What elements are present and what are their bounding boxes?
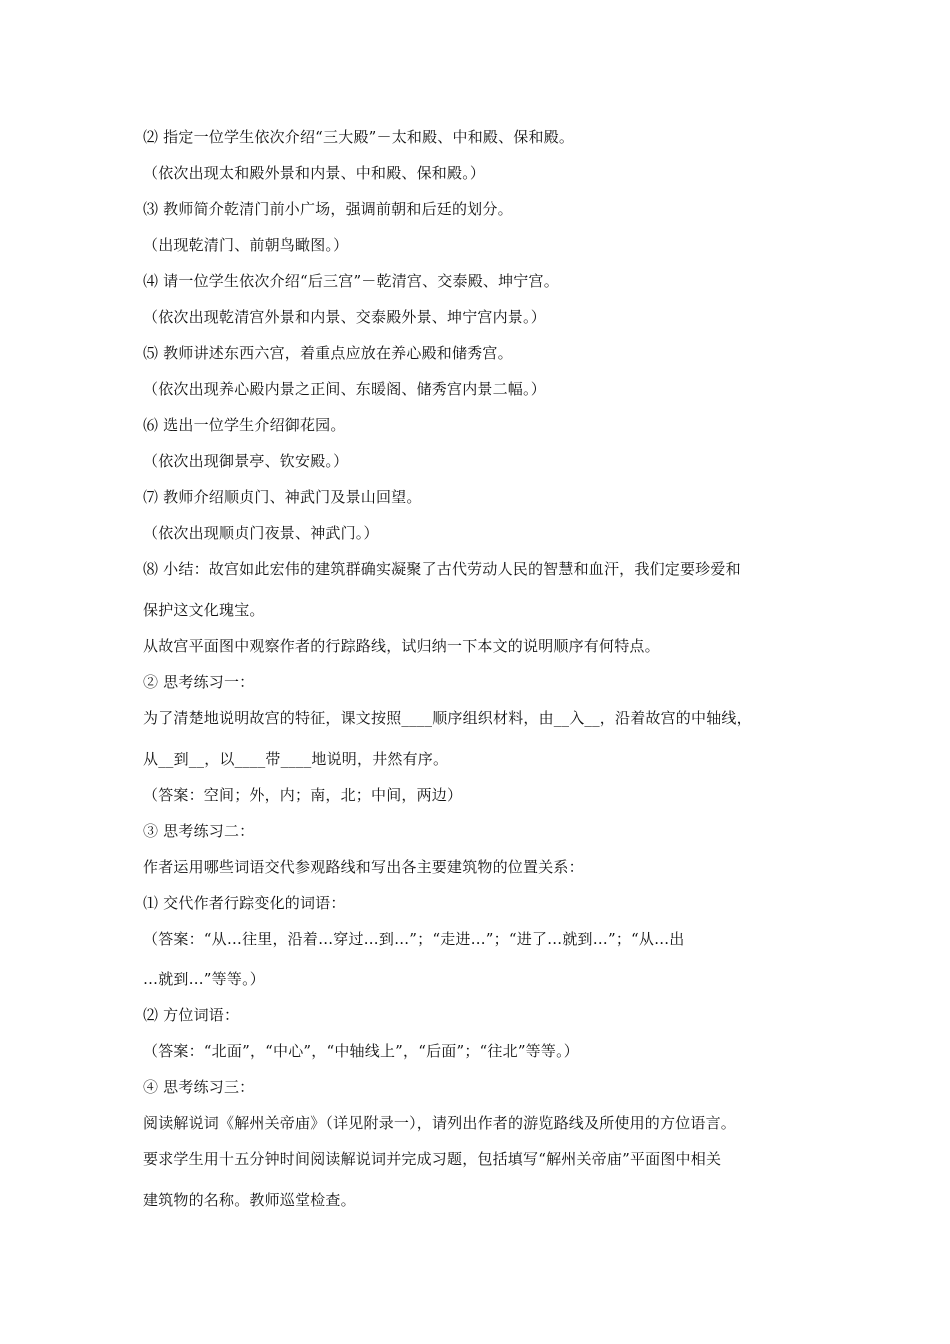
text-line: ⑻ 小结：故宫如此宏伟的建筑群确实凝聚了古代劳动人民的智慧和血汗，我们定要珍爱和 bbox=[143, 560, 741, 578]
text-line: （依次出现御景亭、钦安殿。） bbox=[143, 452, 349, 470]
text-line: 作者运用哪些词语交代参观路线和写出各主要建筑物的位置关系： bbox=[143, 858, 584, 876]
text-line: ⑷ 请一位学生依次介绍“后三宫”－乾清宫、交泰殿、坤宁宫。 bbox=[143, 272, 559, 290]
text-line: （依次出现顺贞门夜景、神武门。） bbox=[143, 524, 379, 542]
answer-line: （答案：“从…往里，沿着…穿过…到…”；“走进…”；“进了…就到…”；“从…出 bbox=[143, 930, 685, 948]
text-line: （依次出现乾清宫外景和内景、交泰殿外景、坤宁宫内景。） bbox=[143, 308, 546, 326]
answer-line: （答案：空间；外，内；南，北；中间，两边） bbox=[143, 786, 463, 804]
answer-line: （答案：“北面”，“中心”，“中轴线上”，“后面”；“往北”等等。） bbox=[143, 1042, 579, 1060]
text-line: 阅读解说词《解州关帝庙》（详见附录一），请列出作者的游览路线及所使用的方位语言。 bbox=[143, 1114, 737, 1132]
section-heading: ③ 思考练习二： bbox=[143, 822, 255, 840]
text-line: ⑶ 教师简介乾清门前小广场，强调前朝和后廷的划分。 bbox=[143, 200, 513, 218]
text-line: ⑵ 方位词语： bbox=[143, 1006, 240, 1024]
text-line: 要求学生用十五分钟时间阅读解说词并完成习题，包括填写“解州关帝庙”平面图中相关 bbox=[143, 1150, 722, 1168]
text-line: （依次出现养心殿内景之正间、东暖阁、储秀宫内景二幅。） bbox=[143, 380, 546, 398]
text-line: 为了清楚地说明故宫的特征，课文按照____顺序组织材料，由__入__，沿着故宫的中轴线， bbox=[143, 709, 752, 727]
section-heading: ④ 思考练习三： bbox=[143, 1078, 255, 1096]
text-line: ⑹ 选出一位学生介绍御花园。 bbox=[143, 416, 346, 434]
text-line: ⑴ 交代作者行踪变化的词语： bbox=[143, 894, 346, 912]
text-line: ⑺ 教师介绍顺贞门、神武门及景山回望。 bbox=[143, 488, 422, 506]
section-heading: ② 思考练习一： bbox=[143, 673, 255, 691]
answer-line: …就到…”等等。） bbox=[143, 970, 265, 988]
text-line: （依次出现太和殿外景和内景、中和殿、保和殿。） bbox=[143, 164, 486, 182]
text-line: ⑵ 指定一位学生依次介绍“三大殿”－太和殿、中和殿、保和殿。 bbox=[143, 128, 575, 146]
text-line: 保护这文化瑰宝。 bbox=[143, 601, 265, 619]
text-line: （出现乾清门、前朝鸟瞰图。） bbox=[143, 236, 349, 254]
text-line: 从故宫平面图中观察作者的行踪路线，试归纳一下本文的说明顺序有何特点。 bbox=[143, 637, 660, 655]
text-line: ⑸ 教师讲述东西六宫，着重点应放在养心殿和储秀宫。 bbox=[143, 344, 513, 362]
text-line: 建筑物的名称。教师巡堂检查。 bbox=[143, 1191, 356, 1209]
text-line: 从__到__，以____带____地说明，井然有序。 bbox=[143, 750, 449, 768]
